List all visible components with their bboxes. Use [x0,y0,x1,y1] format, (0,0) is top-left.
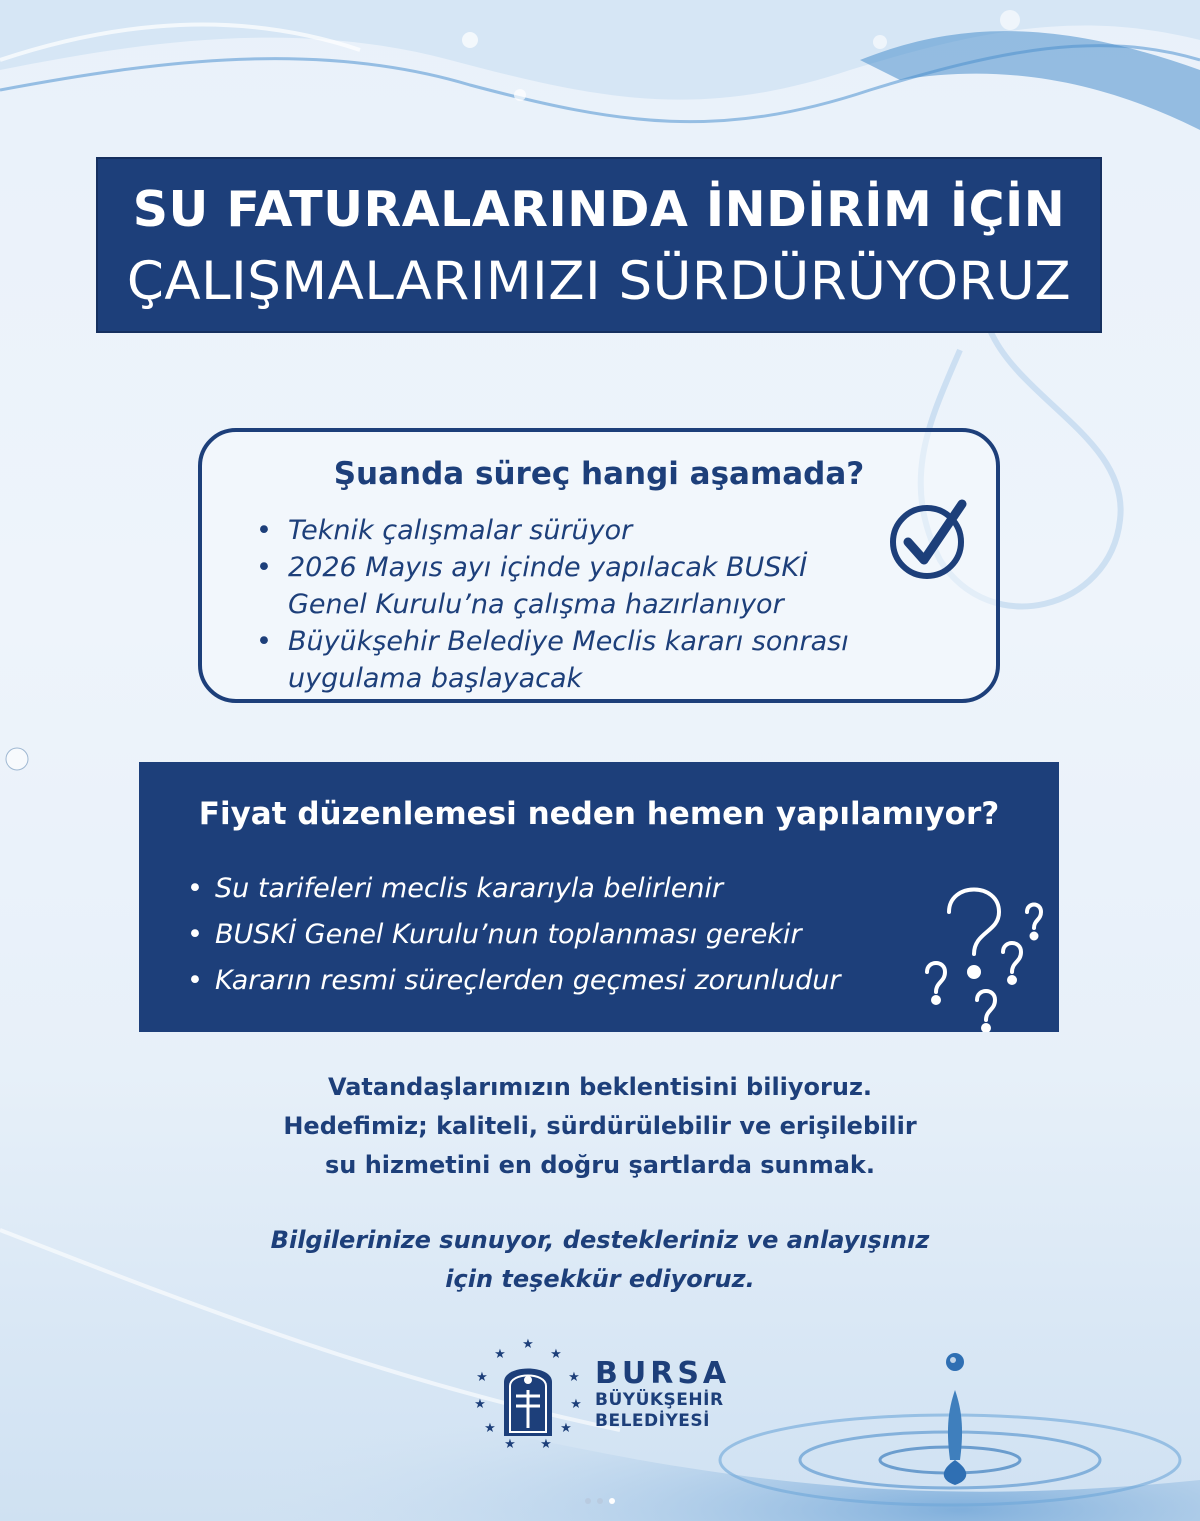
closing-message [150,1068,1050,1185]
logo-name: BURSA [595,1356,731,1391]
reason-heading: Fiyat düzenlemesi neden hemen yapılamıyor? [198,796,1000,832]
svg-text:★: ★ [550,1347,562,1362]
logo-sub-2: BELEDİYESİ [595,1411,710,1431]
thanks-message [150,1221,1050,1299]
status-heading: Şuanda süreç hangi aşamada? [333,456,865,492]
svg-text:★: ★ [560,1421,572,1436]
svg-text:★: ★ [540,1437,552,1452]
reason-item: • Su tarifeleri meclis kararıyla belirlenir [187,866,907,912]
closing-line: su hizmetini en doğru şartlarda sunmak. [324,1151,876,1179]
status-item: • Teknik çalışmalar sürüyor [254,512,894,549]
status-item: • 2026 Mayıs ayı içinde yapılacak BUSKİ Genel Kurulu’na çalışma hazırlanıyor [254,549,894,623]
closing-line: Hedefimiz; kaliteli, sürdürülebilir ve erişilebilir [283,1112,917,1140]
logo-sub-1: BÜYÜKŞEHİR [595,1390,724,1410]
svg-text:★: ★ [484,1421,496,1436]
question-marks-icon [919,872,1059,1032]
svg-text:★: ★ [570,1397,582,1412]
closing-line: Vatandaşlarımızın beklentisini biliyoruz. [327,1073,873,1101]
status-item: • Büyükşehir Belediye Meclis kararı sonrası uygulama başlayacak [254,623,894,697]
checkmark-circle-icon [886,496,972,582]
svg-text:★: ★ [568,1370,580,1385]
thanks-line: için teşekkür ediyoruz. [445,1265,755,1293]
svg-text:★: ★ [522,1337,534,1352]
reason-item: • BUSKİ Genel Kurulu’nun toplanması gerekir [187,912,907,958]
status-list [254,512,894,697]
reason-list [187,866,907,1004]
svg-text:★: ★ [474,1397,486,1412]
svg-text:★: ★ [504,1437,516,1452]
status-box [198,428,1000,703]
title-line-2: ÇALIŞMALARIMIZI SÜRDÜRÜYORUZ [126,251,1072,312]
slide-indicator-icon [4,746,30,772]
svg-text:★: ★ [476,1370,488,1385]
title-banner [96,157,1102,333]
reason-item: • Kararın resmi süreçlerden geçmesi zorunludur [187,958,907,1004]
bursa-emblem-icon [470,1336,586,1452]
reason-box [139,762,1059,1032]
title-line-1: SU FATURALARINDA İNDİRİM İÇİN [132,181,1066,238]
page-dots-icon [580,1497,620,1505]
water-drop-icon [910,1350,1000,1520]
logo-text [595,1358,730,1432]
bursa-logo [470,1336,760,1456]
thanks-line: Bilgilerinize sunuyor, destekleriniz ve anlayışınız [270,1226,930,1254]
svg-text:★: ★ [494,1347,506,1362]
